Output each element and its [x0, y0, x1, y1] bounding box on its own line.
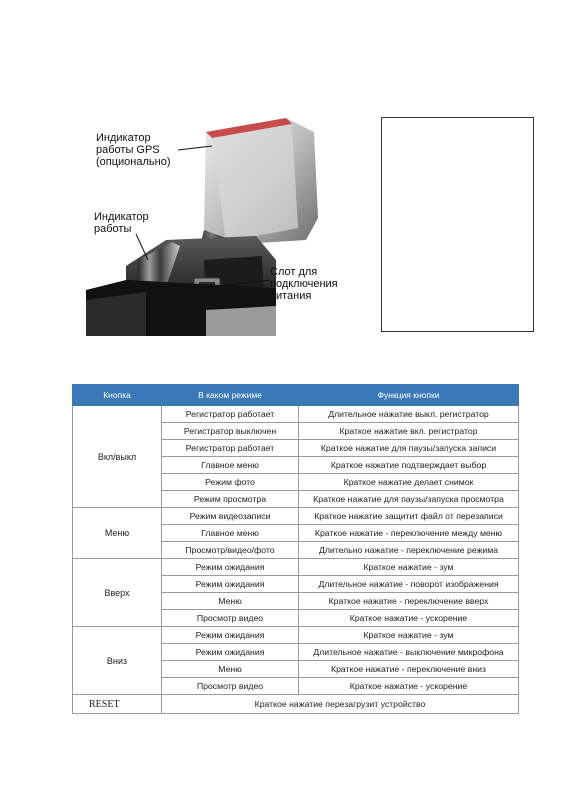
function-cell: Краткое нажатие - переключение вниз [299, 661, 519, 678]
mode-cell: Меню [162, 593, 299, 610]
mode-cell: Режим ожидания [162, 559, 299, 576]
mode-cell: Регистратор работает [162, 440, 299, 457]
mode-cell: Режим ожидания [162, 627, 299, 644]
function-cell: Краткое нажатие - ускорение [299, 678, 519, 695]
mode-cell: Регистратор работает [162, 406, 299, 423]
table-body [73, 406, 519, 714]
function-cell: Краткое нажатие делает снимок [299, 474, 519, 491]
mode-cell: Режим просмотра [162, 491, 299, 508]
function-cell: Краткое нажатие для паузы/запуска записи [299, 440, 519, 457]
mode-cell: Просмотр/видео/фото [162, 542, 299, 559]
reset-function-cell: Краткое нажатие перезагрузит устройство [162, 695, 519, 714]
mode-cell: Просмотр видео [162, 610, 299, 627]
mode-cell: Режим ожидания [162, 576, 299, 593]
mode-cell: Главное меню [162, 457, 299, 474]
table-row [73, 559, 519, 576]
header-mode: В каком режиме [162, 385, 299, 406]
function-cell: Длительно нажатие - переключение режима [299, 542, 519, 559]
mode-cell: Режим ожидания [162, 644, 299, 661]
function-cell: Краткое нажатие - зум [299, 627, 519, 644]
table-row [73, 627, 519, 644]
mode-cell: Режим фото [162, 474, 299, 491]
header-function: Функция кнопки [299, 385, 519, 406]
button-key-cell: Вниз [73, 627, 162, 695]
function-cell: Краткое нажатие подтверждает выбор [299, 457, 519, 474]
blank-frame [381, 117, 534, 332]
function-cell: Краткое нажатие - зум [299, 559, 519, 576]
function-cell: Краткое нажатие защитит файл от перезаписи [299, 508, 519, 525]
gps-indicator-label: Индикатор работы GPS (опционально) [96, 132, 171, 168]
device-photo [86, 110, 350, 336]
function-cell: Краткое нажатие - переключение между меню [299, 525, 519, 542]
button-key-cell: Вкл/выкл [73, 406, 162, 508]
buttons-table [72, 384, 519, 714]
function-cell: Длительное нажатие - поворот изображения [299, 576, 519, 593]
mode-cell: Регистратор выключен [162, 423, 299, 440]
function-cell: Краткое нажатие вкл. регистратор [299, 423, 519, 440]
button-key-cell: Меню [73, 508, 162, 559]
mode-cell: Просмотр видео [162, 678, 299, 695]
reset-row [73, 695, 519, 714]
function-cell: Краткое нажатие - ускорение [299, 610, 519, 627]
mode-cell: Режим видеозаписи [162, 508, 299, 525]
table-row [73, 508, 519, 525]
function-cell: Краткое нажатие - переключение вверх [299, 593, 519, 610]
function-cell: Длительное нажатие - выключение микрофона [299, 644, 519, 661]
work-indicator-label: Индикатор работы [94, 211, 149, 235]
function-cell: Краткое нажатие для паузы/запуска просмотра [299, 491, 519, 508]
header-button: Кнопка [73, 385, 162, 406]
mode-cell: Меню [162, 661, 299, 678]
reset-key-cell: RESET [73, 695, 162, 714]
table-row [73, 406, 519, 423]
button-key-cell: Вверх [73, 559, 162, 627]
power-slot-label: Слот для подключения питания [270, 266, 338, 302]
mode-cell: Главное меню [162, 525, 299, 542]
table-header-row [73, 385, 519, 406]
function-cell: Длительное нажатие выкл. регистратор [299, 406, 519, 423]
